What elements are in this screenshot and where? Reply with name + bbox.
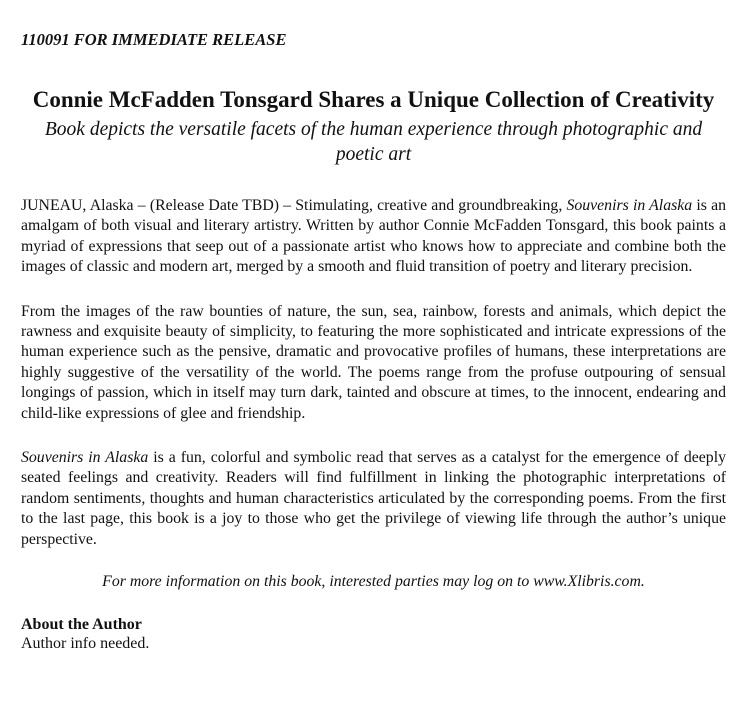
paragraph-summary-rest: is a fun, colorful and symbolic read that serves as a catalyst for the emergence of deeply seated feelings and creativity. Readers will find fulfillment in linking the photographic interpretations of random sentiments, thoughts and human characteristics articulated by the corresponding poems. From the first to the last page, this book is a joy to those who get the privilege of viewing life through the author’s unique perspective. [21,449,726,548]
paragraph-summary [21,448,726,550]
press-release-document [21,30,726,653]
headline-subtitle: Book depicts the versatile facets of the human experience through photographic and poetic art [44,119,703,165]
headline-title: Connie McFadden Tonsgard Shares a Unique Collection of Creativity [32,87,715,112]
paragraph-intro-lead: JUNEAU, Alaska – (Release Date TBD) – Stimulating, creative and groundbreaking, [21,197,567,214]
paragraph-intro-rest: is an amalgam of both visual and literary artistry. Written by author Connie McFadden Tonsgard, this book paints a myriad of expressions that seep out of a passionate artist who knows how to appreciate and combine both the images of classic and modern art, merged by a smooth and fluid transition of poetry and literary precision. [21,197,726,276]
release-id: 110091 FOR IMMEDIATE RELEASE [21,30,287,49]
more-info-line: For more information on this book, interested parties may log on to www.Xlibris.com. [102,573,645,591]
book-title: Souvenirs in Alaska [21,449,149,467]
paragraph-intro [21,196,726,278]
book-title: Souvenirs in Alaska [566,197,693,214]
paragraph-images: From the images of the raw bounties of nature, the sun, sea, rainbow, forests and animals, which depict the rawness and exquisite beauty of simplicity, to featuring the more sophisticated and intricate expressions of the human experience such as the pensive, dramatic and provocative profiles of humans, these interpretations are highly suggestive of the versatility of the world. The poems range from the profuse outpouring of sensual longings of passion, which in itself may turn dark, tainted and obscure at times, to the innocent, endearing and child-like expressions of glee and friendship. [21,302,726,422]
about-author-heading: About the Author [21,616,142,634]
about-author-text: Author info needed. [21,635,150,653]
